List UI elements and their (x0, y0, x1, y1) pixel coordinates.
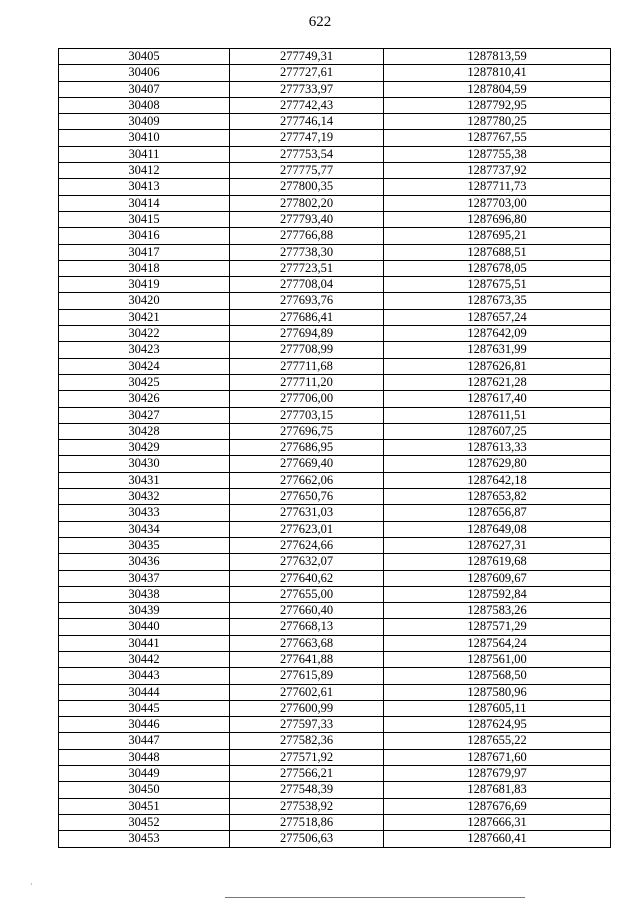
x-coordinate-cell: 277624,66 (230, 537, 384, 553)
table-row (59, 130, 611, 146)
table-row (59, 537, 611, 553)
x-coordinate-cell: 277723,51 (230, 260, 384, 276)
table-row (59, 211, 611, 227)
point-number-cell: 30412 (59, 163, 230, 179)
table-row (59, 570, 611, 586)
table-row (59, 277, 611, 293)
point-number-cell: 30433 (59, 505, 230, 521)
table-row (59, 49, 611, 65)
x-coordinate-cell: 277548,39 (230, 782, 384, 798)
x-coordinate-cell: 277631,03 (230, 505, 384, 521)
table-row (59, 586, 611, 602)
x-coordinate-cell: 277711,20 (230, 374, 384, 390)
table-row (59, 293, 611, 309)
y-coordinate-cell: 1287649,08 (384, 521, 611, 537)
table-row (59, 391, 611, 407)
x-coordinate-cell: 277663,68 (230, 635, 384, 651)
x-coordinate-cell: 277641,88 (230, 651, 384, 667)
y-coordinate-cell: 1287703,00 (384, 195, 611, 211)
y-coordinate-cell: 1287657,24 (384, 309, 611, 325)
y-coordinate-cell: 1287617,40 (384, 391, 611, 407)
table-row (59, 521, 611, 537)
table-row (59, 374, 611, 390)
x-coordinate-cell: 277800,35 (230, 179, 384, 195)
y-coordinate-cell: 1287568,50 (384, 668, 611, 684)
y-coordinate-cell: 1287666,31 (384, 814, 611, 830)
x-coordinate-cell: 277708,04 (230, 277, 384, 293)
table-row (59, 733, 611, 749)
point-number-cell: 30438 (59, 586, 230, 602)
y-coordinate-cell: 1287678,05 (384, 260, 611, 276)
point-number-cell: 30439 (59, 603, 230, 619)
point-number-cell: 30410 (59, 130, 230, 146)
table-row (59, 668, 611, 684)
x-coordinate-cell: 277686,95 (230, 440, 384, 456)
y-coordinate-cell: 1287767,55 (384, 130, 611, 146)
point-number-cell: 30441 (59, 635, 230, 651)
x-coordinate-cell: 277582,36 (230, 733, 384, 749)
point-number-cell: 30416 (59, 228, 230, 244)
y-coordinate-cell: 1287629,80 (384, 456, 611, 472)
point-number-cell: 30428 (59, 423, 230, 439)
point-number-cell: 30422 (59, 326, 230, 342)
point-number-cell: 30409 (59, 114, 230, 130)
x-coordinate-cell: 277711,68 (230, 358, 384, 374)
y-coordinate-cell: 1287737,92 (384, 163, 611, 179)
point-number-cell: 30440 (59, 619, 230, 635)
y-coordinate-cell: 1287642,18 (384, 472, 611, 488)
y-coordinate-cell: 1287564,24 (384, 635, 611, 651)
point-number-cell: 30429 (59, 440, 230, 456)
point-number-cell: 30444 (59, 684, 230, 700)
y-coordinate-cell: 1287583,26 (384, 603, 611, 619)
table-row (59, 749, 611, 765)
y-coordinate-cell: 1287607,25 (384, 423, 611, 439)
x-coordinate-cell: 277694,89 (230, 326, 384, 342)
point-number-cell: 30423 (59, 342, 230, 358)
table-row (59, 831, 611, 847)
table-row (59, 114, 611, 130)
point-number-cell: 30430 (59, 456, 230, 472)
table-row (59, 619, 611, 635)
y-coordinate-cell: 1287580,96 (384, 684, 611, 700)
table-row (59, 717, 611, 733)
point-number-cell: 30425 (59, 374, 230, 390)
y-coordinate-cell: 1287671,60 (384, 749, 611, 765)
point-number-cell: 30411 (59, 146, 230, 162)
y-coordinate-cell: 1287605,11 (384, 700, 611, 716)
x-coordinate-cell: 277793,40 (230, 211, 384, 227)
x-coordinate-cell: 277727,61 (230, 65, 384, 81)
point-number-cell: 30435 (59, 537, 230, 553)
bottom-rule (225, 897, 525, 898)
table-row (59, 505, 611, 521)
y-coordinate-cell: 1287624,95 (384, 717, 611, 733)
table-row (59, 423, 611, 439)
x-coordinate-cell: 277518,86 (230, 814, 384, 830)
x-coordinate-cell: 277686,41 (230, 309, 384, 325)
table-row (59, 766, 611, 782)
y-coordinate-cell: 1287642,09 (384, 326, 611, 342)
y-coordinate-cell: 1287660,41 (384, 831, 611, 847)
y-coordinate-cell: 1287780,25 (384, 114, 611, 130)
point-number-cell: 30413 (59, 179, 230, 195)
y-coordinate-cell: 1287619,68 (384, 554, 611, 570)
table-row (59, 81, 611, 97)
table-row (59, 407, 611, 423)
point-number-cell: 30443 (59, 668, 230, 684)
point-number-cell: 30436 (59, 554, 230, 570)
x-coordinate-cell: 277538,92 (230, 798, 384, 814)
x-coordinate-cell: 277747,19 (230, 130, 384, 146)
y-coordinate-cell: 1287631,99 (384, 342, 611, 358)
point-number-cell: 30407 (59, 81, 230, 97)
y-coordinate-cell: 1287688,51 (384, 244, 611, 260)
y-coordinate-cell: 1287592,84 (384, 586, 611, 602)
table-row (59, 195, 611, 211)
y-coordinate-cell: 1287621,28 (384, 374, 611, 390)
table-row (59, 97, 611, 113)
table-row (59, 651, 611, 667)
y-coordinate-cell: 1287813,59 (384, 49, 611, 65)
point-number-cell: 30453 (59, 831, 230, 847)
y-coordinate-cell: 1287627,31 (384, 537, 611, 553)
x-coordinate-cell: 277600,99 (230, 700, 384, 716)
point-number-cell: 30406 (59, 65, 230, 81)
x-coordinate-cell: 277660,40 (230, 603, 384, 619)
y-coordinate-cell: 1287655,22 (384, 733, 611, 749)
y-coordinate-cell: 1287695,21 (384, 228, 611, 244)
point-number-cell: 30424 (59, 358, 230, 374)
margin-mark: · (30, 880, 33, 889)
y-coordinate-cell: 1287571,29 (384, 619, 611, 635)
x-coordinate-cell: 277655,00 (230, 586, 384, 602)
x-coordinate-cell: 277696,75 (230, 423, 384, 439)
y-coordinate-cell: 1287611,51 (384, 407, 611, 423)
table-row (59, 244, 611, 260)
point-number-cell: 30432 (59, 489, 230, 505)
point-number-cell: 30452 (59, 814, 230, 830)
y-coordinate-cell: 1287681,83 (384, 782, 611, 798)
x-coordinate-cell: 277566,21 (230, 766, 384, 782)
y-coordinate-cell: 1287609,67 (384, 570, 611, 586)
point-number-cell: 30426 (59, 391, 230, 407)
point-number-cell: 30418 (59, 260, 230, 276)
point-number-cell: 30414 (59, 195, 230, 211)
table-row (59, 228, 611, 244)
table-row (59, 326, 611, 342)
x-coordinate-cell: 277802,20 (230, 195, 384, 211)
x-coordinate-cell: 277733,97 (230, 81, 384, 97)
x-coordinate-cell: 277602,61 (230, 684, 384, 700)
point-number-cell: 30408 (59, 97, 230, 113)
y-coordinate-cell: 1287810,41 (384, 65, 611, 81)
y-coordinate-cell: 1287676,69 (384, 798, 611, 814)
point-number-cell: 30431 (59, 472, 230, 488)
x-coordinate-cell: 277640,62 (230, 570, 384, 586)
x-coordinate-cell: 277506,63 (230, 831, 384, 847)
x-coordinate-cell: 277766,88 (230, 228, 384, 244)
table-row (59, 309, 611, 325)
y-coordinate-cell: 1287679,97 (384, 766, 611, 782)
table-row (59, 456, 611, 472)
y-coordinate-cell: 1287675,51 (384, 277, 611, 293)
point-number-cell: 30434 (59, 521, 230, 537)
point-number-cell: 30437 (59, 570, 230, 586)
x-coordinate-cell: 277693,76 (230, 293, 384, 309)
table-row (59, 342, 611, 358)
x-coordinate-cell: 277746,14 (230, 114, 384, 130)
x-coordinate-cell: 277706,00 (230, 391, 384, 407)
y-coordinate-cell: 1287673,35 (384, 293, 611, 309)
x-coordinate-cell: 277753,54 (230, 146, 384, 162)
point-number-cell: 30446 (59, 717, 230, 733)
x-coordinate-cell: 277775,77 (230, 163, 384, 179)
table-row (59, 163, 611, 179)
point-number-cell: 30445 (59, 700, 230, 716)
y-coordinate-cell: 1287653,82 (384, 489, 611, 505)
point-number-cell: 30448 (59, 749, 230, 765)
table-row (59, 554, 611, 570)
x-coordinate-cell: 277749,31 (230, 49, 384, 65)
point-number-cell: 30449 (59, 766, 230, 782)
x-coordinate-cell: 277708,99 (230, 342, 384, 358)
table-row (59, 146, 611, 162)
point-number-cell: 30442 (59, 651, 230, 667)
y-coordinate-cell: 1287656,87 (384, 505, 611, 521)
x-coordinate-cell: 277615,89 (230, 668, 384, 684)
y-coordinate-cell: 1287711,73 (384, 179, 611, 195)
table-row (59, 782, 611, 798)
x-coordinate-cell: 277571,92 (230, 749, 384, 765)
point-number-cell: 30427 (59, 407, 230, 423)
table-row (59, 684, 611, 700)
table-row (59, 700, 611, 716)
x-coordinate-cell: 277742,43 (230, 97, 384, 113)
y-coordinate-cell: 1287792,95 (384, 97, 611, 113)
y-coordinate-cell: 1287626,81 (384, 358, 611, 374)
x-coordinate-cell: 277662,06 (230, 472, 384, 488)
table-row (59, 260, 611, 276)
y-coordinate-cell: 1287561,00 (384, 651, 611, 667)
x-coordinate-cell: 277650,76 (230, 489, 384, 505)
point-number-cell: 30450 (59, 782, 230, 798)
table-row (59, 798, 611, 814)
x-coordinate-cell: 277597,33 (230, 717, 384, 733)
point-number-cell: 30420 (59, 293, 230, 309)
point-number-cell: 30405 (59, 49, 230, 65)
y-coordinate-cell: 1287755,38 (384, 146, 611, 162)
point-number-cell: 30419 (59, 277, 230, 293)
page-number: 622 (308, 14, 332, 30)
table-row (59, 635, 611, 651)
table-row (59, 603, 611, 619)
point-number-cell: 30451 (59, 798, 230, 814)
x-coordinate-cell: 277669,40 (230, 456, 384, 472)
coordinates-table (58, 48, 611, 848)
table-row (59, 814, 611, 830)
table-row (59, 440, 611, 456)
point-number-cell: 30415 (59, 211, 230, 227)
x-coordinate-cell: 277668,13 (230, 619, 384, 635)
table-row (59, 65, 611, 81)
x-coordinate-cell: 277623,01 (230, 521, 384, 537)
y-coordinate-cell: 1287696,80 (384, 211, 611, 227)
point-number-cell: 30421 (59, 309, 230, 325)
y-coordinate-cell: 1287804,59 (384, 81, 611, 97)
point-number-cell: 30447 (59, 733, 230, 749)
table-row (59, 179, 611, 195)
y-coordinate-cell: 1287613,33 (384, 440, 611, 456)
coordinates-table-body (59, 49, 611, 848)
table-row (59, 489, 611, 505)
point-number-cell: 30417 (59, 244, 230, 260)
x-coordinate-cell: 277703,15 (230, 407, 384, 423)
x-coordinate-cell: 277632,07 (230, 554, 384, 570)
table-row (59, 358, 611, 374)
x-coordinate-cell: 277738,30 (230, 244, 384, 260)
table-row (59, 472, 611, 488)
